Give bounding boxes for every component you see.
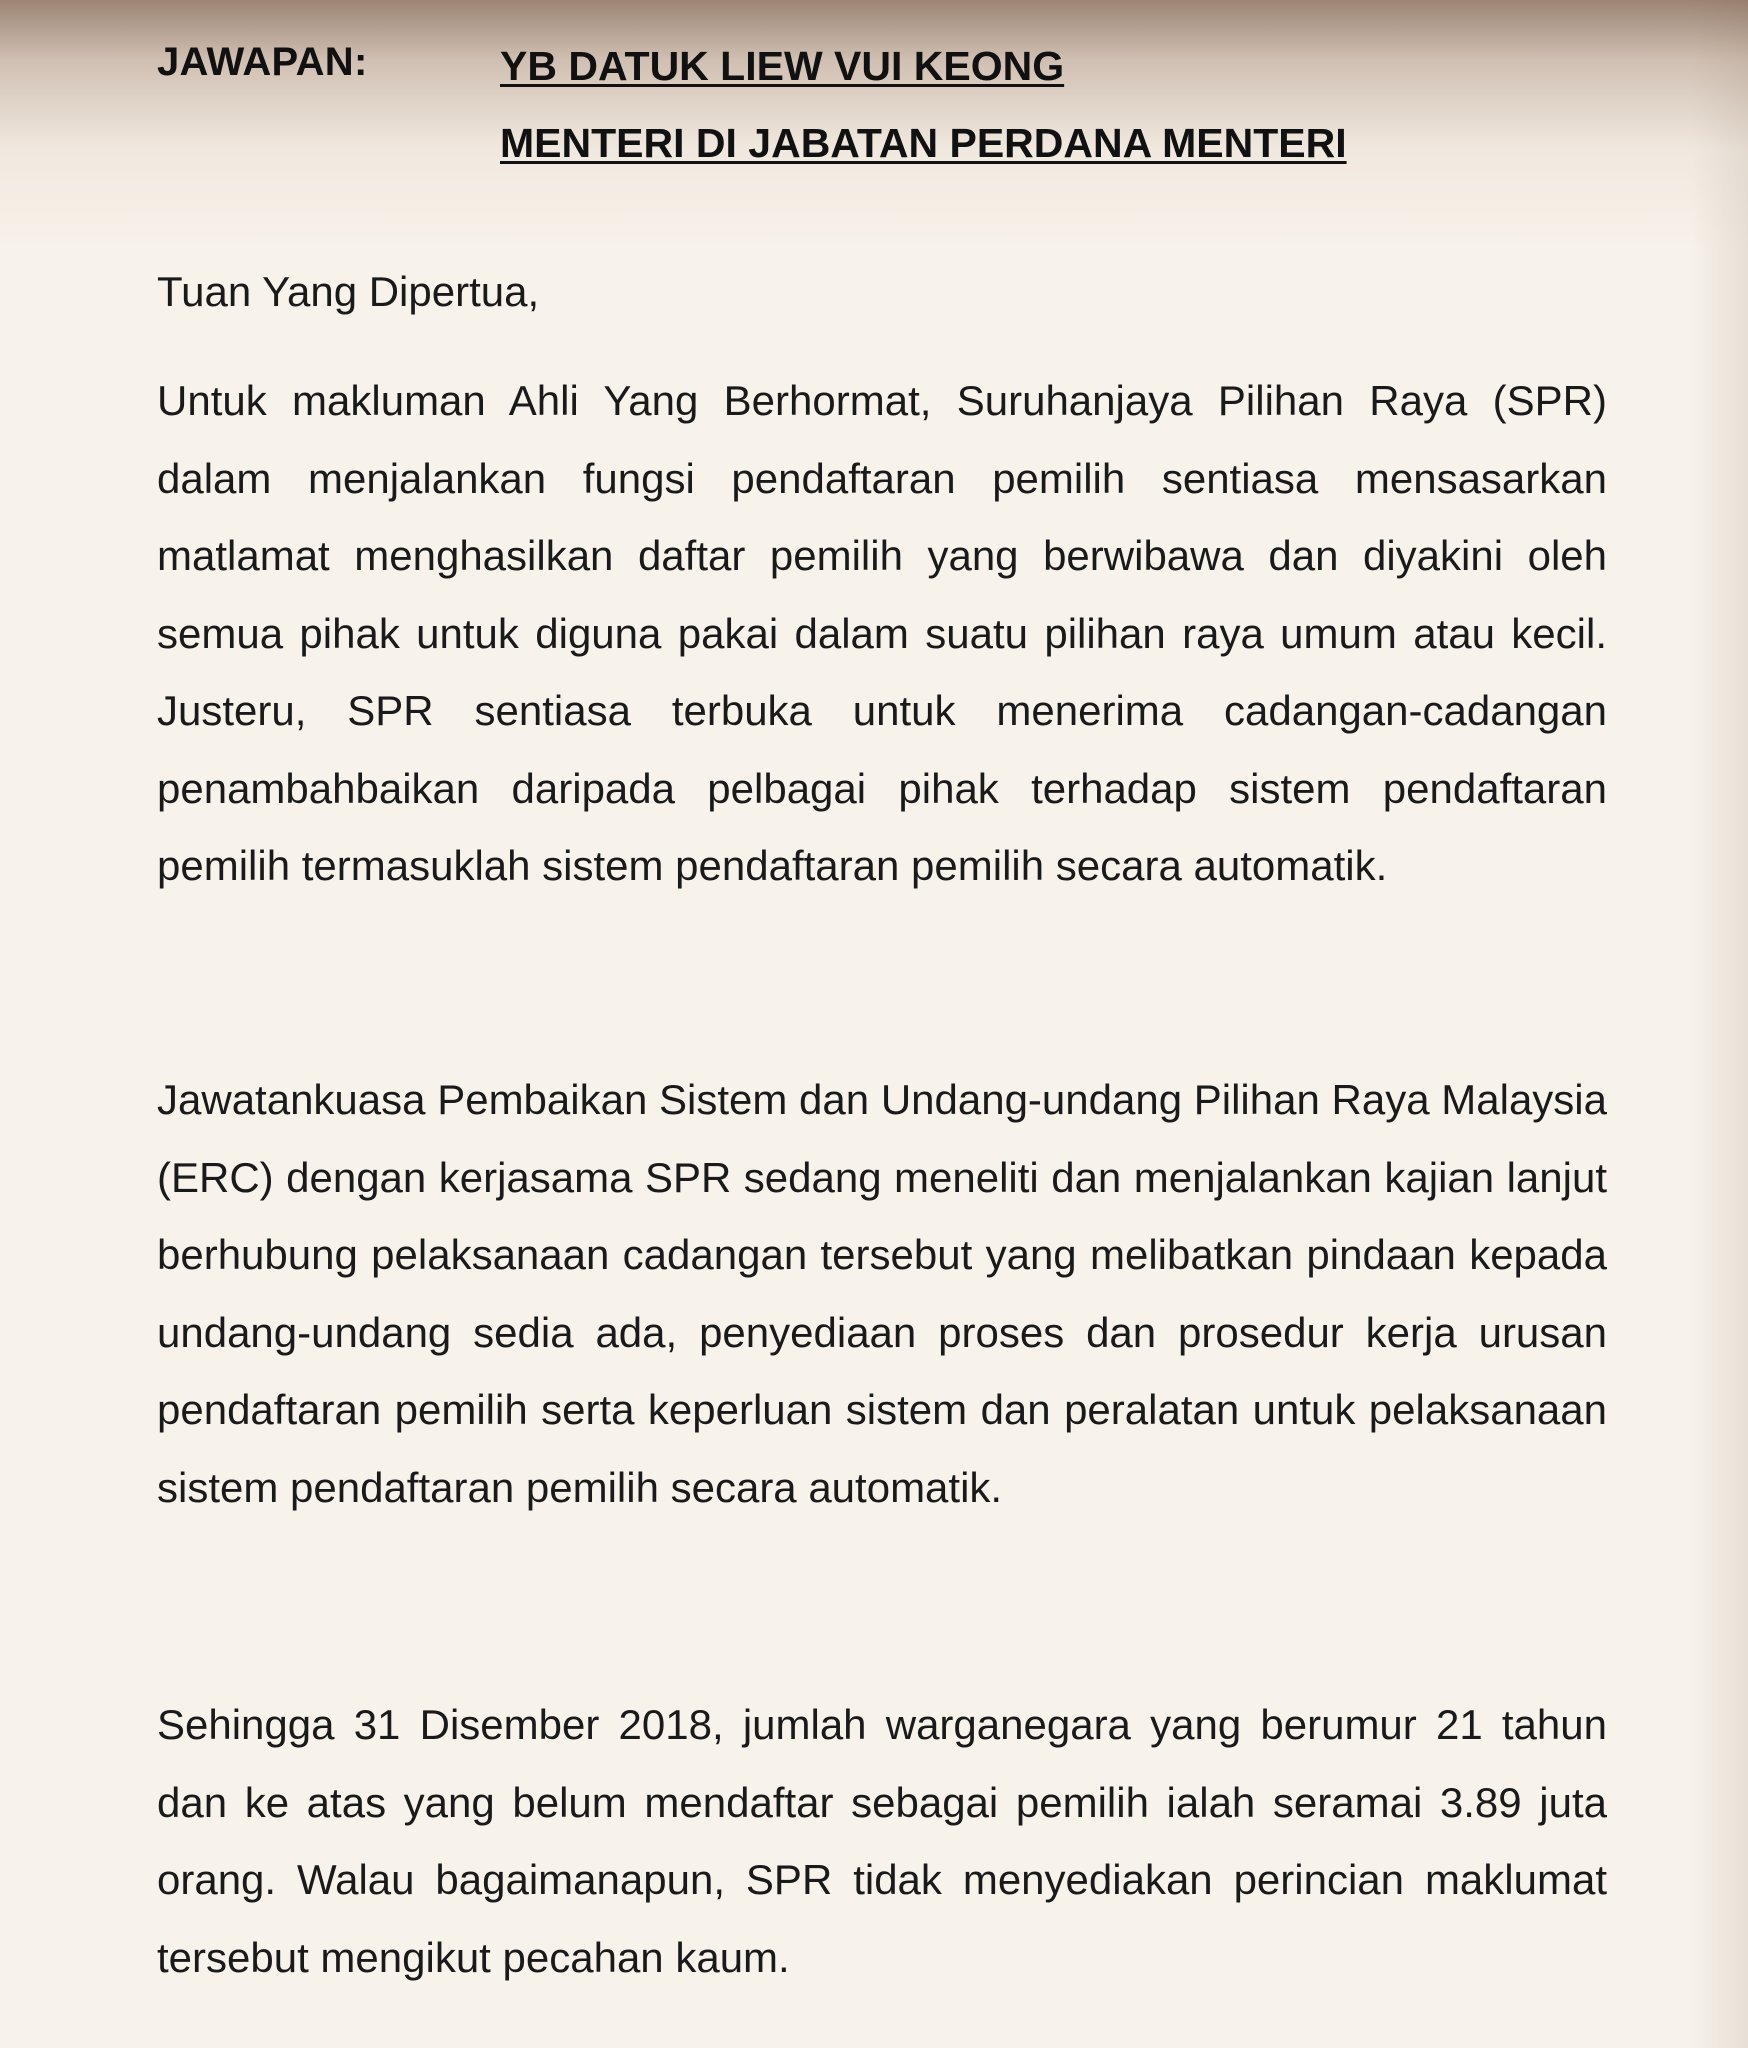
paragraph-3: Sehingga 31 Disember 2018, jumlah warganegara yang berumur 21 tahun dan ke atas yang belum mendaftar sebagai pemilih ialah seramai 3.89 juta orang. Walau bagaimanapun, SPR tidak menyediakan perincian maklumat tersebut mengikut pecahan kaum. [157,1701,1607,1981]
salutation: Tuan Yang Dipertua, [157,268,540,315]
paragraph-2: Jawatankuasa Pembaikan Sistem dan Undang-undang Pilihan Raya Malaysia (ERC) dengan kerjasama SPR sedang meneliti dan menjalankan kajian lanjut berhubung pelaksanaan cadangan tersebut yang melibatkan pindaan kepada undang-undang sedia ada, penyediaan proses dan prosedur kerja urusan pendaftaran pemilih serta keperluan sistem dan peralatan untuk pelaksanaan sistem pendaftaran pemilih secara automatik. [157,1076,1607,1511]
minister-name: YB DATUK LIEW VUI KEONG [500,43,1065,89]
paragraph-1: Untuk makluman Ahli Yang Berhormat, Suruhanjaya Pilihan Raya (SPR) dalam menjalankan fungsi pendaftaran pemilih sentiasa mensasarkan matlamat menghasilkan daftar pemilih yang berwibawa dan diyakini oleh semua pihak untuk diguna pakai dalam suatu pilihan raya umum atau kecil. Justeru, SPR sentiasa terbuka untuk menerima cadangan-cadangan penambahbaikan daripada pelbagai pihak terhadap sistem pendaftaran pemilih termasuklah sistem pendaftaran pemilih secara automatik. [157,377,1607,889]
minister-position: MENTERI DI JABATAN PERDANA MENTERI [500,120,1347,166]
answer-label: JAWAPAN: [157,40,368,84]
answer-header [157,40,1557,180]
